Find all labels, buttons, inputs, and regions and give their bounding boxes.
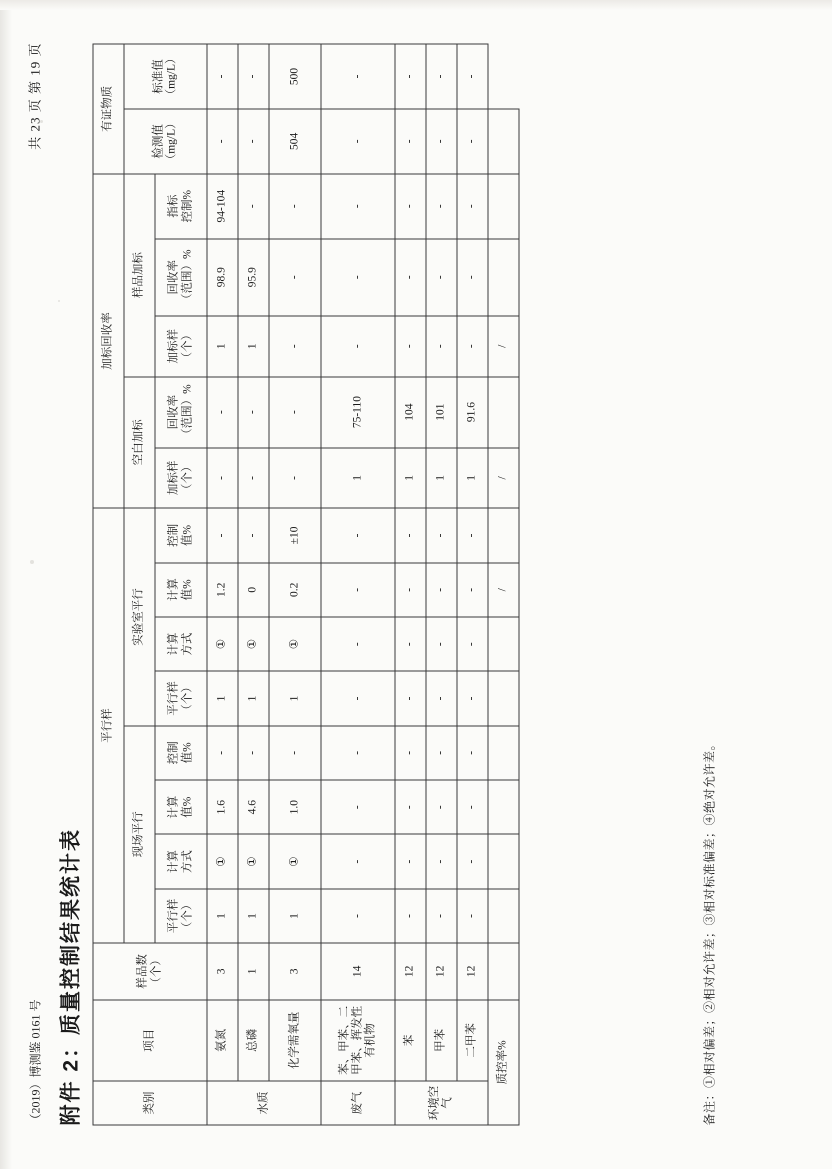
th-ss-recovery: 回收率 （范围）% [155, 238, 207, 315]
cell-lp-control: - [426, 508, 457, 562]
cell-summary-v12: / [488, 315, 519, 376]
th-category: 类别 [93, 1081, 207, 1125]
cell-fp-control: - [269, 725, 321, 779]
th-sub-blank-spike: 空白加标 [124, 376, 155, 508]
cell-ss-recovery: - [321, 238, 395, 315]
cell-item: 苯、甲苯、二甲苯、挥发性有机物 [321, 999, 395, 1081]
cell-lp-num: 1 [238, 671, 269, 725]
cell-bs-recovery: - [238, 376, 269, 447]
cell-item: 氨氮 [207, 999, 238, 1081]
cell-lp-method: - [426, 616, 457, 670]
cell-lp-control: - [207, 508, 238, 562]
cell-bs-num: 1 [395, 447, 426, 508]
cell-summary-v11 [488, 376, 519, 447]
table-row [457, 44, 488, 1125]
cell-ss-num: - [269, 315, 321, 376]
cell-summary-v15 [488, 108, 519, 173]
cell-ss-recovery: - [395, 238, 426, 315]
table-row [395, 44, 426, 1125]
cell-lp-num: - [321, 671, 395, 725]
cell-summary-v10: / [488, 447, 519, 508]
cell-ss-recovery: 98.9 [207, 238, 238, 315]
th-item: 项目 [93, 999, 207, 1081]
cell-lp-num: 1 [269, 671, 321, 725]
cell-lp-value: - [457, 562, 488, 616]
cell-summary-v1 [488, 943, 519, 999]
cell-fp-value: 1.0 [269, 780, 321, 834]
cell-summary-label: 质控率% [488, 999, 519, 1124]
th-lp-control: 控制 值% [155, 508, 207, 562]
th-crm-measured: 检测值 （mg/L） [124, 108, 207, 173]
cell-fp-num: - [457, 888, 488, 942]
cell-fp-control: - [457, 725, 488, 779]
header-row-groups [93, 44, 124, 1125]
cell-summary-v2 [488, 888, 519, 942]
cell-category: 环境空气 [395, 1081, 488, 1125]
cell-ss-target: - [269, 173, 321, 238]
cell-sample-count: 12 [395, 943, 426, 999]
summary-row [488, 44, 519, 1125]
cell-bs-recovery: 101 [426, 376, 457, 447]
cell-summary-v7 [488, 616, 519, 670]
cell-ss-recovery: - [426, 238, 457, 315]
cell-crm-measured: - [457, 108, 488, 173]
cell-lp-control: ±10 [269, 508, 321, 562]
cell-ss-target: - [395, 173, 426, 238]
cell-fp-method: - [426, 834, 457, 888]
cell-crm-measured: - [238, 108, 269, 173]
cell-crm-standard: - [426, 44, 457, 109]
cell-lp-value: - [395, 562, 426, 616]
cell-fp-num: - [321, 888, 395, 942]
th-bs-num: 加标样 （个） [155, 447, 207, 508]
cell-bs-num: - [269, 447, 321, 508]
th-sub-lab-parallel: 实验室平行 [124, 508, 155, 725]
cell-lp-value: 1.2 [207, 562, 238, 616]
cell-sample-count: 1 [238, 943, 269, 999]
cell-category: 废气 [321, 1081, 395, 1125]
cell-fp-value: - [321, 780, 395, 834]
th-group-crm: 有证物质 [93, 44, 124, 174]
document-number: （2019）博测鉴 0161 号 [28, 998, 42, 1125]
cell-bs-num: 1 [426, 447, 457, 508]
th-sub-sample-spike: 样品加标 [124, 173, 155, 376]
cell-summary-v4 [488, 780, 519, 834]
cell-fp-value: - [426, 780, 457, 834]
th-group-spike-recovery: 加标回收率 [93, 173, 124, 508]
cell-item: 化学需氧量 [269, 999, 321, 1081]
th-fp-value: 计算 值% [155, 780, 207, 834]
cell-fp-method: - [395, 834, 426, 888]
th-ss-target: 指标 控制% [155, 173, 207, 238]
cell-ss-recovery: - [457, 238, 488, 315]
table-row [426, 44, 457, 1125]
cell-fp-control: - [395, 725, 426, 779]
cell-fp-control: - [207, 725, 238, 779]
cell-fp-value: - [457, 780, 488, 834]
cell-sample-count: 14 [321, 943, 395, 999]
cell-crm-standard: - [395, 44, 426, 109]
cell-ss-num: 1 [207, 315, 238, 376]
cell-lp-value: - [321, 562, 395, 616]
cell-fp-control: - [321, 725, 395, 779]
th-sub-field-parallel: 现场平行 [124, 725, 155, 942]
cell-ss-target: - [426, 173, 457, 238]
cell-ss-target: - [321, 173, 395, 238]
cell-summary-v6 [488, 671, 519, 725]
cell-lp-method: ① [207, 616, 238, 670]
cell-summary-v8: / [488, 562, 519, 616]
th-fp-control: 控制 值% [155, 725, 207, 779]
cell-item: 总磷 [238, 999, 269, 1081]
cell-crm-standard: - [457, 44, 488, 109]
cell-category: 水质 [207, 1081, 321, 1125]
th-lp-method: 计算 方式 [155, 616, 207, 670]
cell-crm-measured: - [321, 108, 395, 173]
table-row [207, 44, 238, 1125]
cell-lp-num: - [426, 671, 457, 725]
cell-fp-num: 1 [269, 888, 321, 942]
cell-fp-control: - [238, 725, 269, 779]
cell-bs-num: 1 [321, 447, 395, 508]
cell-lp-control: - [395, 508, 426, 562]
cell-fp-num: - [426, 888, 457, 942]
cell-sample-count: 3 [207, 943, 238, 999]
cell-bs-num: 1 [457, 447, 488, 508]
cell-ss-num: - [457, 315, 488, 376]
cell-ss-num: - [321, 315, 395, 376]
cell-fp-num: 1 [207, 888, 238, 942]
cell-lp-method: - [457, 616, 488, 670]
cell-item: 二甲苯 [457, 999, 488, 1081]
cell-crm-standard: - [321, 44, 395, 109]
th-lp-num: 平行样 （个） [155, 671, 207, 725]
cell-item: 苯 [395, 999, 426, 1081]
cell-bs-recovery: 91.6 [457, 376, 488, 447]
th-lp-value: 计算 值% [155, 562, 207, 616]
cell-fp-value: 4.6 [238, 780, 269, 834]
cell-fp-method: - [321, 834, 395, 888]
cell-summary-v5 [488, 725, 519, 779]
table-row [269, 44, 321, 1125]
cell-bs-recovery: - [269, 376, 321, 447]
cell-ss-recovery: 95.9 [238, 238, 269, 315]
cell-sample-count: 12 [457, 943, 488, 999]
cell-lp-value: 0.2 [269, 562, 321, 616]
cell-item: 甲苯 [426, 999, 457, 1081]
cell-crm-standard: - [207, 44, 238, 109]
cell-bs-recovery: - [207, 376, 238, 447]
cell-bs-num: - [207, 447, 238, 508]
cell-fp-value: - [395, 780, 426, 834]
cell-fp-method: ① [207, 834, 238, 888]
page-title: 附件 2：质量控制结果统计表 [59, 827, 82, 1125]
cell-lp-value: 0 [238, 562, 269, 616]
cell-fp-control: - [426, 725, 457, 779]
cell-crm-measured: - [395, 108, 426, 173]
cell-crm-standard: 500 [269, 44, 321, 109]
cell-lp-num: - [395, 671, 426, 725]
th-fp-num: 平行样 （个） [155, 888, 207, 942]
page-number: 共 23 页 第 19 页 [27, 42, 42, 150]
cell-fp-num: 1 [238, 888, 269, 942]
cell-lp-value: - [426, 562, 457, 616]
th-crm-standard: 标准值 （mg/L） [124, 44, 207, 109]
table-row [238, 44, 269, 1125]
cell-ss-target: - [238, 173, 269, 238]
cell-summary-v3 [488, 834, 519, 888]
cell-lp-method: - [321, 616, 395, 670]
cell-lp-method: ① [238, 616, 269, 670]
cell-sample-count: 3 [269, 943, 321, 999]
table-row [321, 44, 395, 1125]
cell-ss-recovery: - [269, 238, 321, 315]
cell-ss-target: 94-104 [207, 173, 238, 238]
cell-fp-method: ① [238, 834, 269, 888]
cell-bs-recovery: 75-110 [321, 376, 395, 447]
cell-ss-target: - [457, 173, 488, 238]
cell-fp-num: - [395, 888, 426, 942]
th-ss-num: 加标样 （个） [155, 315, 207, 376]
cell-bs-recovery: 104 [395, 376, 426, 447]
cell-lp-control: - [321, 508, 395, 562]
cell-lp-control: - [457, 508, 488, 562]
cell-ss-num: - [426, 315, 457, 376]
th-sample-count: 样品数 （个） [93, 943, 207, 999]
cell-summary-v14 [488, 173, 519, 238]
cell-summary-v9 [488, 508, 519, 562]
quality-control-table [92, 43, 519, 1125]
cell-lp-method: - [395, 616, 426, 670]
cell-fp-method: - [457, 834, 488, 888]
cell-fp-value: 1.6 [207, 780, 238, 834]
cell-lp-control: - [238, 508, 269, 562]
cell-ss-num: - [395, 315, 426, 376]
cell-crm-measured: 504 [269, 108, 321, 173]
cell-fp-method: ① [269, 834, 321, 888]
cell-lp-method: ① [269, 616, 321, 670]
cell-ss-num: 1 [238, 315, 269, 376]
cell-summary-v13 [488, 238, 519, 315]
cell-crm-measured: - [207, 108, 238, 173]
cell-lp-num: - [457, 671, 488, 725]
cell-crm-standard: - [238, 44, 269, 109]
th-bs-recovery: 回收率 （范围）% [155, 376, 207, 447]
cell-crm-measured: - [426, 108, 457, 173]
th-group-parallel: 平行样 [93, 508, 124, 943]
table-footnote: 备注：①相对偏差；②相对允许差；③相对标准偏差；④绝对允许差。 [702, 737, 716, 1125]
cell-bs-num: - [238, 447, 269, 508]
cell-lp-num: 1 [207, 671, 238, 725]
th-fp-method: 计算 方式 [155, 834, 207, 888]
cell-sample-count: 12 [426, 943, 457, 999]
